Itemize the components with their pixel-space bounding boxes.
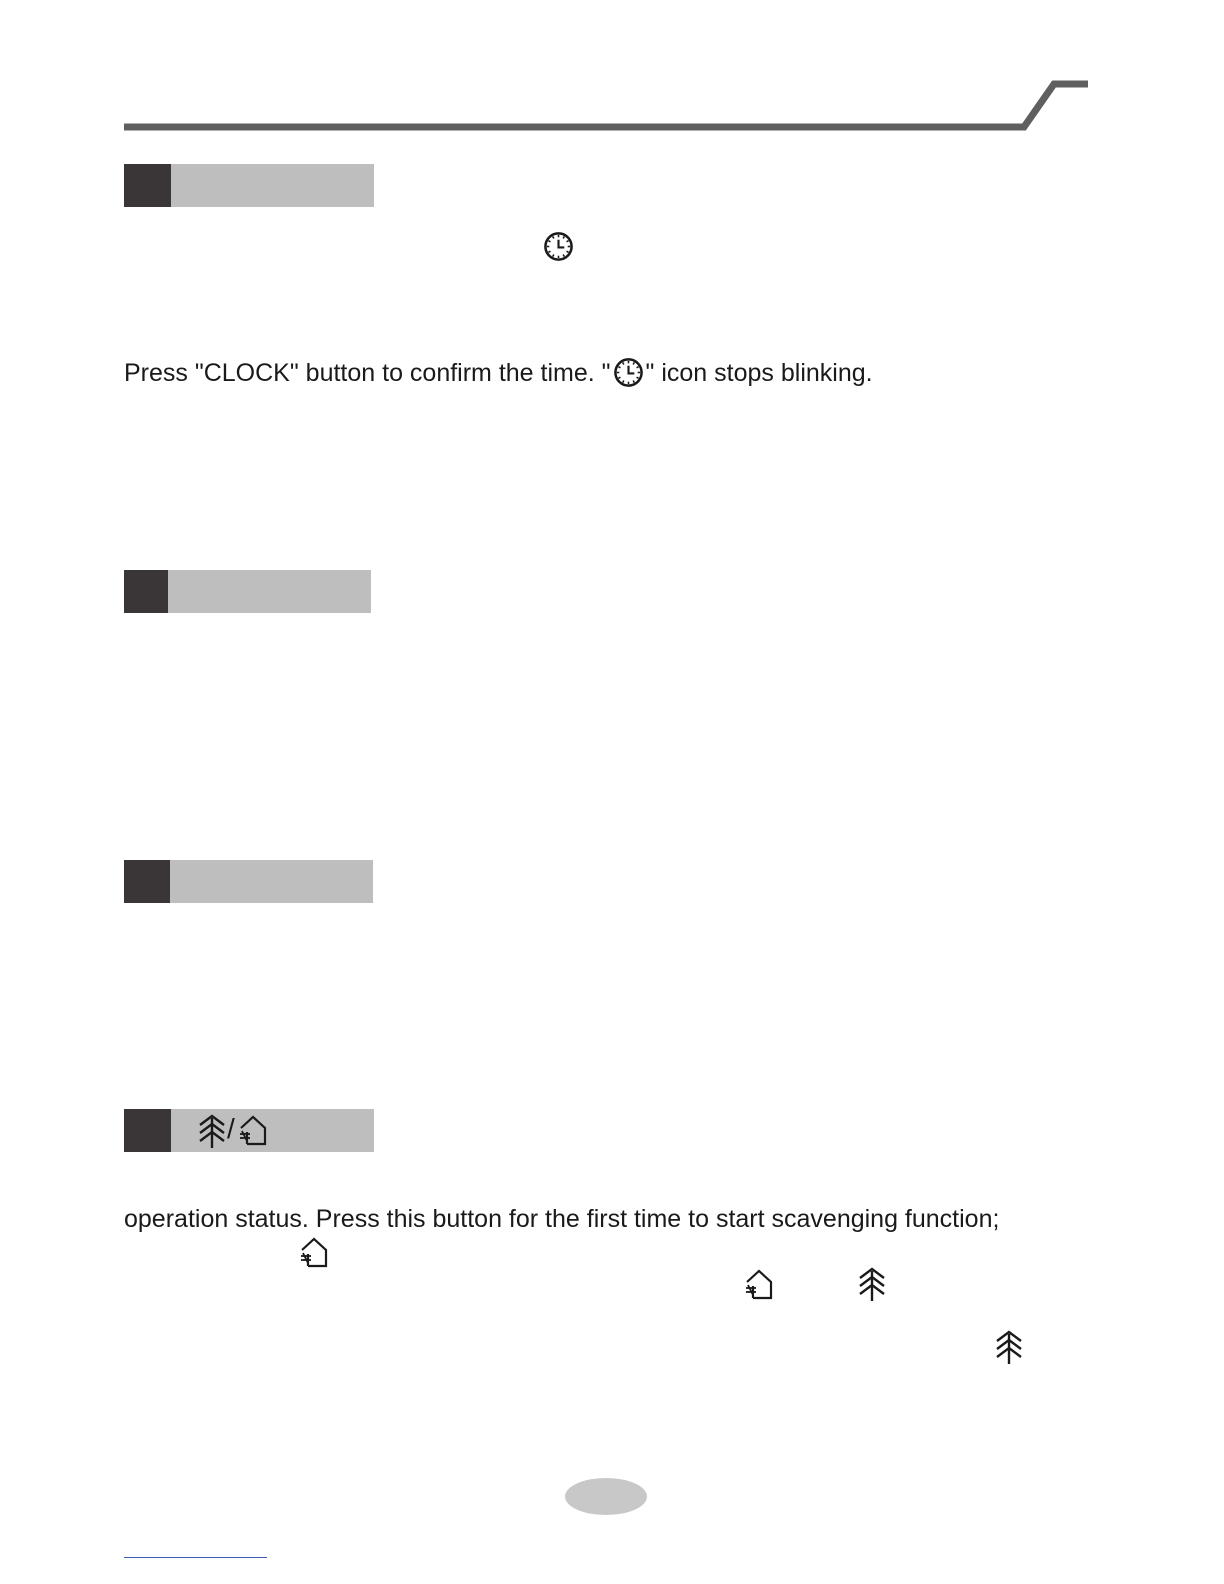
clock-icon <box>613 357 644 395</box>
footer-rule <box>124 1557 267 1558</box>
section-header-sleep <box>124 570 371 613</box>
house-icon <box>744 1268 774 1305</box>
tree-icon <box>993 1330 1025 1369</box>
moon-icon <box>137 660 169 695</box>
clock-icon <box>543 231 574 267</box>
house-icon <box>299 1236 329 1273</box>
moon-icon <box>286 692 318 727</box>
section-header-3 <box>124 860 373 903</box>
tree-icon <box>196 1114 228 1153</box>
header-rule <box>0 0 1224 140</box>
section-number-block <box>124 164 171 207</box>
clock-confirm-prefix: Press "CLOCK" button to confirm the time. " <box>124 359 611 387</box>
section-number-block <box>124 1109 171 1152</box>
slash-separator: / <box>227 1113 235 1144</box>
section-number-block <box>124 860 170 903</box>
section-header-scavenging <box>124 1109 374 1152</box>
section-number-block <box>124 570 168 613</box>
section-header-clock <box>124 164 374 207</box>
clock-confirm-suffix: " icon stops blinking. <box>645 359 873 387</box>
page-number-badge <box>565 1478 647 1515</box>
scavenging-text-line: operation status. Press this button for the first time to start scavenging function; <box>124 1205 1000 1233</box>
house-icon <box>238 1114 268 1151</box>
clock-confirm-line <box>124 357 873 395</box>
tree-icon <box>856 1267 888 1306</box>
